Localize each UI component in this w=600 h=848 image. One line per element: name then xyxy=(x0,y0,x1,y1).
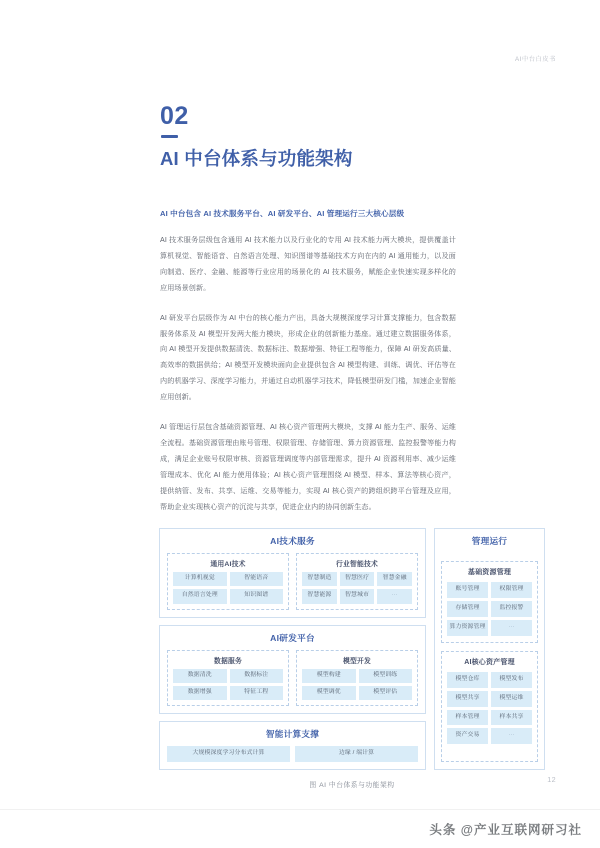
diagram-cell: 资产交易 xyxy=(447,728,488,744)
chapter-rule-divider xyxy=(161,135,178,138)
group-title: 行业智能技术 xyxy=(336,561,378,568)
diagram-cell-placeholder: ··· xyxy=(491,620,532,636)
diagram-cell: 智慧制造 xyxy=(302,572,337,586)
diagram-cell: 模型发布 xyxy=(491,672,532,688)
diagram-cell: 样本管理 xyxy=(447,710,488,726)
watermark-bar xyxy=(0,809,600,848)
group-row xyxy=(167,553,418,610)
group-title: 基础资源管理 xyxy=(467,569,512,576)
group-title: 数据服务 xyxy=(214,657,242,665)
figure-caption: 图 AI 中台体系与功能架构 xyxy=(309,782,395,790)
group-data-service xyxy=(167,650,289,707)
lead-paragraph: AI 中台包含 AI 技术服务平台、AI 研发平台、AI 管理运行三大核心层级 xyxy=(160,209,405,218)
diagram-cell: 数据增强 xyxy=(173,686,227,700)
architecture-figure xyxy=(159,528,545,789)
paragraph-rnd-platform: AI 研发平台层级作为 AI 中台的核心能力产出，具备大规模深度学习计算支撑能力，包含数据服务体系及 AI 模型开发两大能力模块，形成企业的创新能力基座。通过建立数据服务体系，向 AI 模型开发提供数据清洗、数据标注、数据增强、特征工程等能力，保障 AI 研发高质量、高效率的数据供给；AI 模型开发模块面向企业提供包含 AI 模型构建、训练、调优、评估等在内的机器学习、深度学习能力，并通过自动机器学习技术，降低模型研发门槛，加速企业智能应用创新。 xyxy=(160,313,456,402)
panel-ai-rnd-platform xyxy=(159,625,426,715)
diagram-cell: 账号管理 xyxy=(447,582,488,598)
diagram-cell: 监控报警 xyxy=(491,601,532,617)
diagram-cell: 模型评估 xyxy=(359,686,413,700)
panel-title: 智能计算支撑 xyxy=(265,729,320,740)
panel-title: AI技术服务 xyxy=(270,536,315,546)
architecture-diagram xyxy=(159,528,545,770)
cell-grid xyxy=(167,746,418,762)
group-model-development xyxy=(296,650,418,707)
cell-grid xyxy=(302,669,412,701)
group-title: 模型开发 xyxy=(343,657,371,665)
panel-ai-technology-service xyxy=(159,528,426,618)
diagram-cell: 大规模深度学习分布式计算 xyxy=(167,746,290,762)
group-row xyxy=(167,650,418,707)
cell-grid xyxy=(447,672,532,745)
group-title: AI核心资产管理 xyxy=(464,658,515,666)
group-industry-intelligent-technology xyxy=(296,553,418,610)
cell-grid xyxy=(173,669,283,701)
diagram-cell: 样本共享 xyxy=(491,710,532,726)
panel-title: AI研发平台 xyxy=(270,632,315,643)
diagram-cell: 边缘 / 端计算 xyxy=(295,746,418,762)
diagram-cell: 智慧金融 xyxy=(377,572,412,586)
panel-management-operation xyxy=(434,528,545,770)
diagram-cell: 智慧能源 xyxy=(302,589,337,603)
diagram-cell: 知识图谱 xyxy=(230,589,284,603)
body-text-column xyxy=(160,208,456,530)
running-header: AI中台白皮书 xyxy=(515,56,556,63)
diagram-cell: 特征工程 xyxy=(230,686,284,700)
diagram-cell-placeholder: ··· xyxy=(377,589,412,603)
diagram-cell: 模型仓库 xyxy=(447,672,488,688)
group-basic-resource-management xyxy=(441,561,538,643)
diagram-cell: 存储管理 xyxy=(447,601,488,617)
diagram-cell: 智能语音 xyxy=(230,572,284,586)
page-number: 12 xyxy=(547,775,556,784)
diagram-cell: 模型运维 xyxy=(491,691,532,707)
chapter-number: 02 xyxy=(160,102,189,130)
diagram-cell: 模型共享 xyxy=(447,691,488,707)
group-ai-core-asset-management xyxy=(441,651,538,762)
group-title: 通用AI技术 xyxy=(210,561,246,568)
paragraph-management-operation: AI 管理运行层包含基础资源管理、AI 核心资产管理两大模块，支撑 AI 能力生产、服务、运维全流程。基础资源管理由账号管理、权限管理、存储管理、算力资源管理、监控报警等能力构成，满足企业账号权限审核、资源管理调度等内部管理需求，提升 AI 资源利用率、减少运维管理成本、优化 AI 能力使用体验；AI 核心资产管理围绕 AI 模型、样本、算法等核心资产，提供纳管、发布、共享、运维、交易等能力，实现 AI 核心资产的跨组织跨平台管理及应用，帮助企业实现核心资产的沉淀与共享，促进企业内的协同创新生态。 xyxy=(160,423,456,512)
diagram-cell: 计算机视觉 xyxy=(173,572,227,586)
diagram-left-column xyxy=(159,528,426,770)
paragraph-technology-service: AI 技术服务层级包含通用 AI 技术能力以及行业化的专用 AI 技术能力两大模块，提供覆盖计算机视觉、智能语音、自然语言处理、知识图谱等基础技术方向在内的 AI 通用能力，以及面向制造、医疗、金融、能源等行业应用的场景化的 AI 技术服务，赋能企业快速实现多样化的应用场景创新。 xyxy=(160,235,456,292)
diagram-cell-placeholder: ··· xyxy=(491,728,532,744)
cell-grid xyxy=(447,582,532,636)
cell-grid xyxy=(302,572,412,604)
diagram-cell: 智慧医疗 xyxy=(340,572,375,586)
diagram-cell: 数据标注 xyxy=(230,669,284,683)
cell-grid xyxy=(173,572,283,604)
chapter-heading-block xyxy=(160,103,490,170)
diagram-cell: 模型训练 xyxy=(359,669,413,683)
diagram-cell: 自然语言处理 xyxy=(173,589,227,603)
watermark-text: 头条 @产业互联网研习社 xyxy=(429,823,582,837)
diagram-cell: 模型构建 xyxy=(302,669,356,683)
diagram-cell: 权限管理 xyxy=(491,582,532,598)
group-general-ai-technology xyxy=(167,553,289,610)
diagram-cell: 模型调优 xyxy=(302,686,356,700)
page-title: AI 中台体系与功能架构 xyxy=(160,147,353,169)
diagram-cell: 数据清洗 xyxy=(173,669,227,683)
panel-intelligent-compute-support xyxy=(159,721,426,770)
panel-title: 管理运行 xyxy=(471,536,508,546)
diagram-cell: 算力资源管理 xyxy=(447,620,488,636)
diagram-cell: 智慧城市 xyxy=(340,589,375,603)
